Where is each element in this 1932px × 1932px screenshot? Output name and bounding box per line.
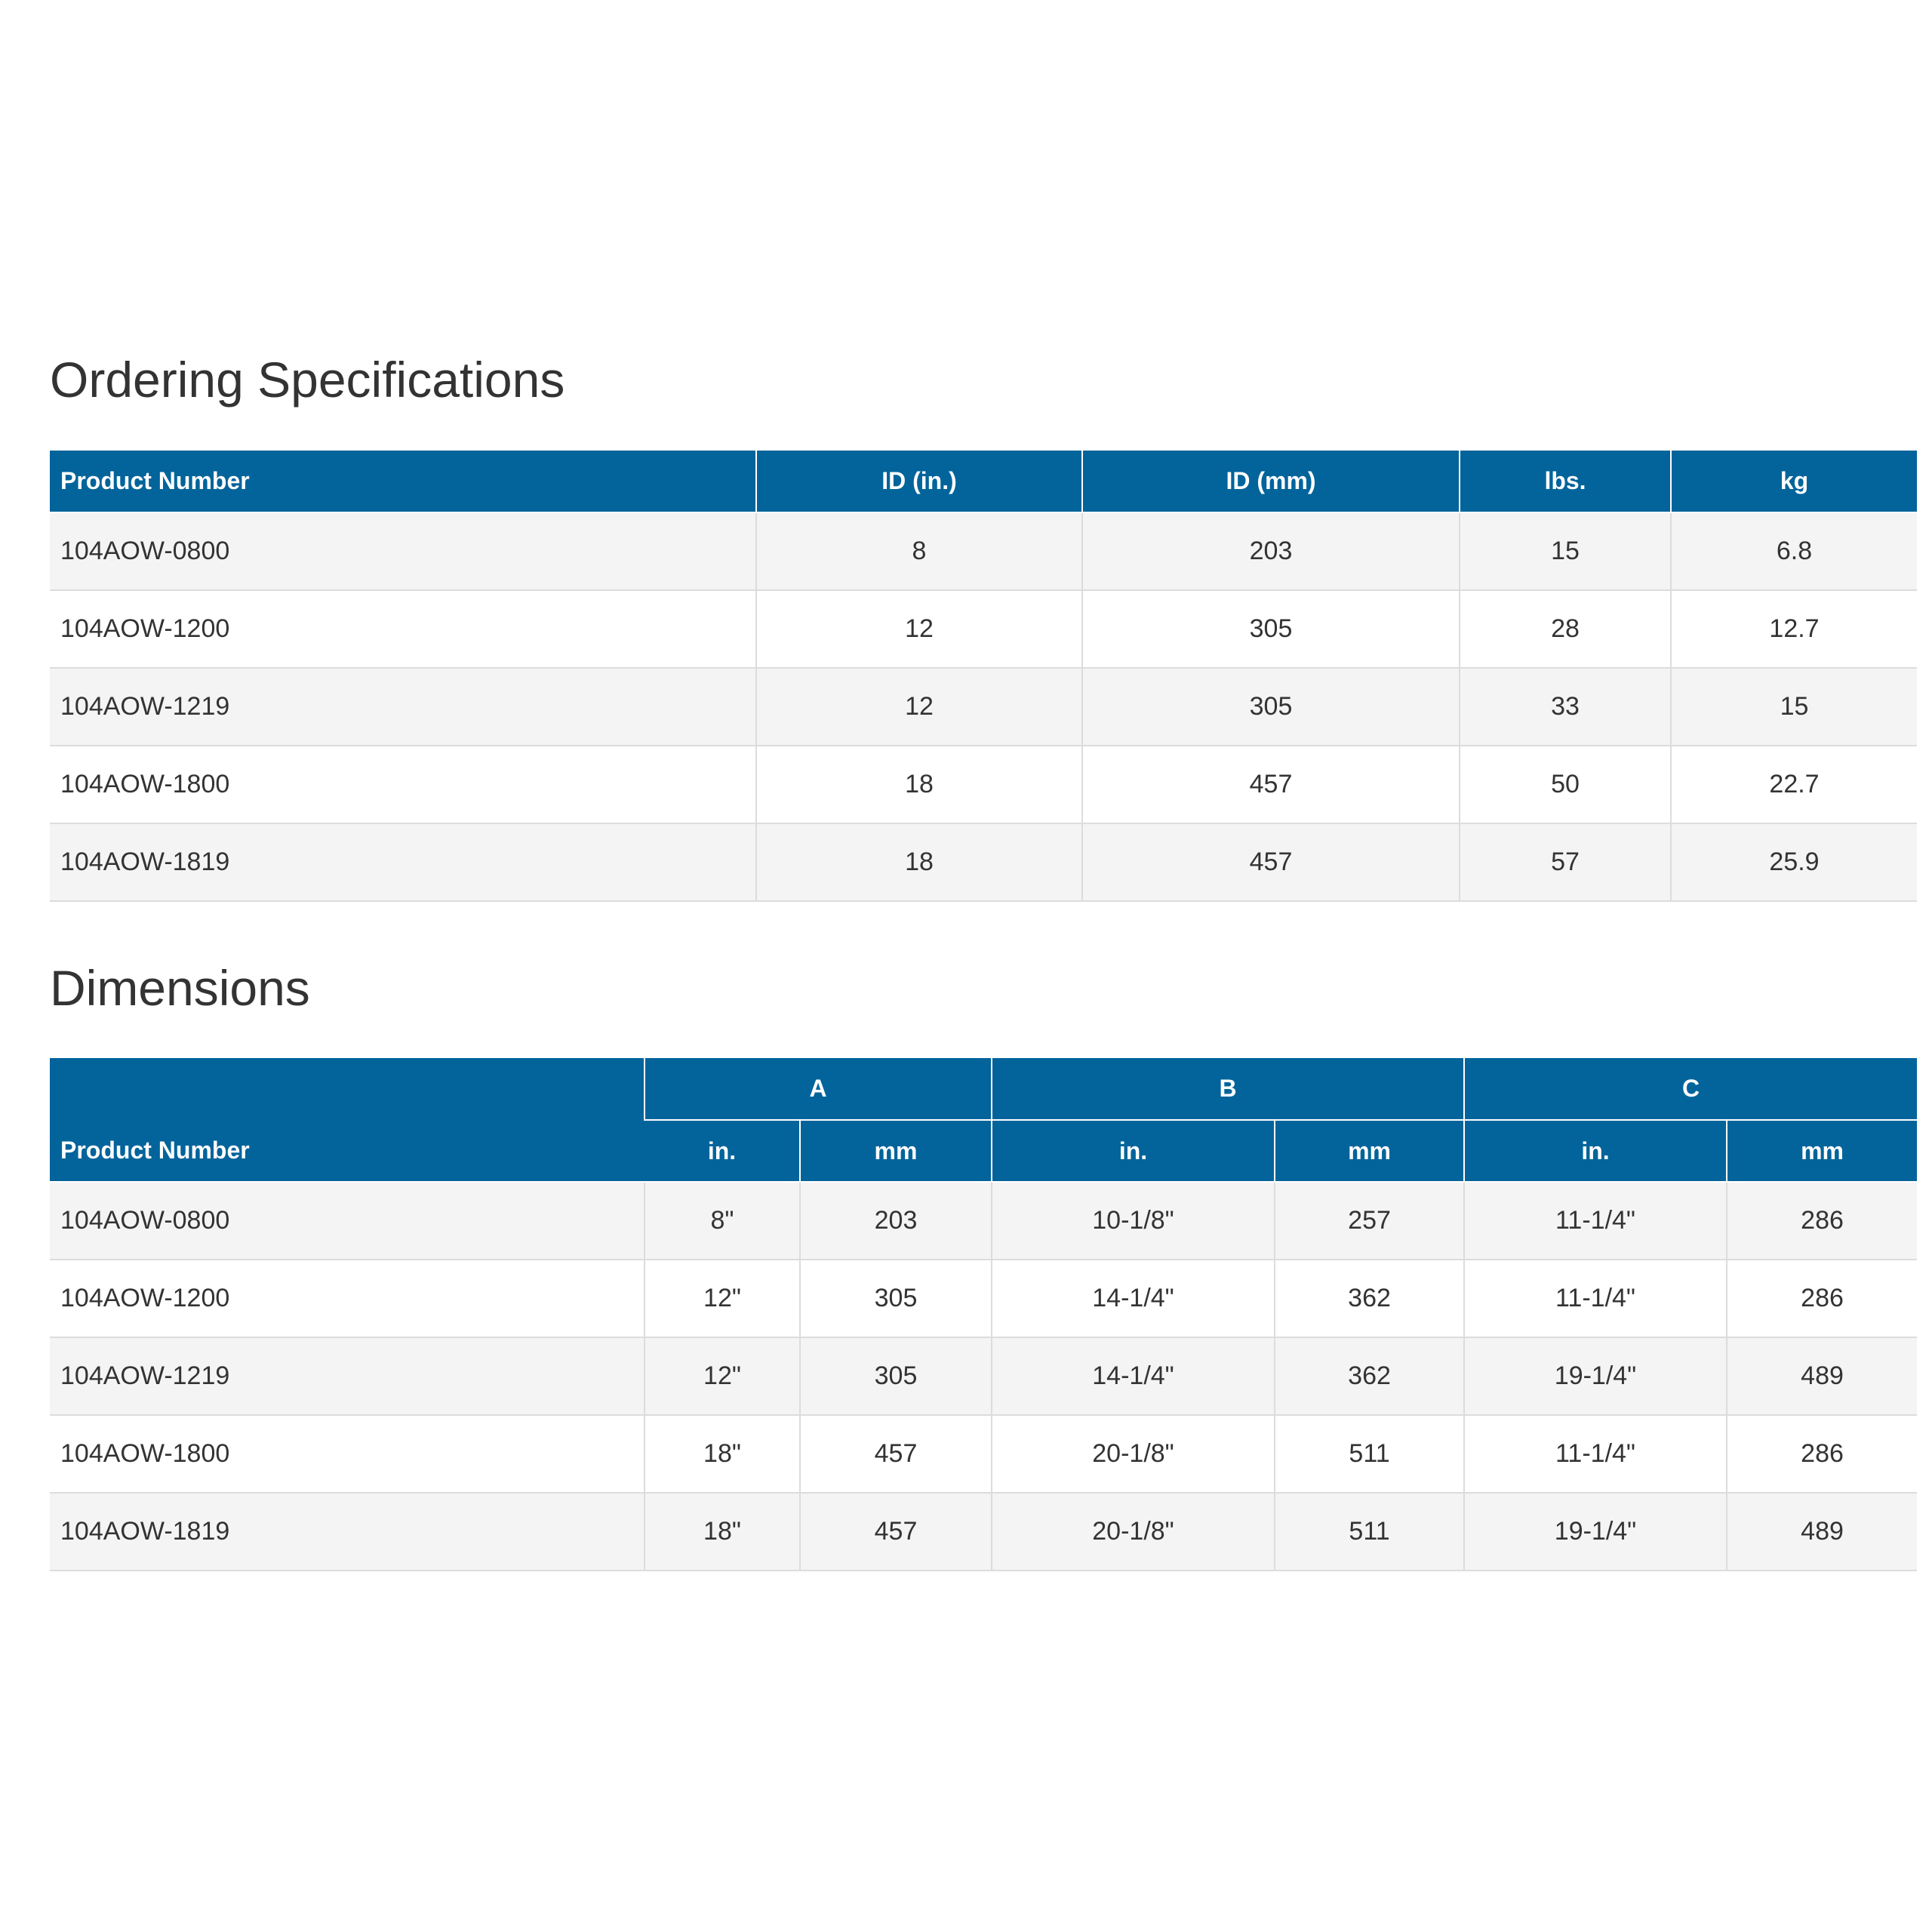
id-in-cell: 12 [756, 590, 1082, 668]
a-in-cell: 12" [645, 1260, 800, 1337]
c-in-cell: 19-1/4" [1464, 1493, 1727, 1571]
a-mm-cell: 457 [800, 1493, 992, 1571]
c-mm-cell: 286 [1727, 1182, 1917, 1260]
kg-cell: 6.8 [1671, 512, 1917, 590]
kg-cell: 22.7 [1671, 746, 1917, 823]
id-in-cell: 8 [756, 512, 1082, 590]
dimensions-table [50, 1058, 1917, 1571]
lbs-cell: 15 [1460, 512, 1671, 590]
a-in-cell: 8" [645, 1182, 800, 1260]
lbs-cell: 57 [1460, 823, 1671, 901]
column-header-kg: kg [1671, 451, 1917, 512]
c-in-cell: 11-1/4" [1464, 1182, 1727, 1260]
table-row [50, 823, 1917, 901]
a-mm-cell: 203 [800, 1182, 992, 1260]
lbs-cell: 33 [1460, 668, 1671, 746]
product-number-cell: 104AOW-0800 [50, 512, 756, 590]
column-header-lbs: lbs. [1460, 451, 1671, 512]
table-row [50, 1493, 1917, 1571]
table-row [50, 668, 1917, 746]
b-mm-cell: 511 [1275, 1415, 1464, 1493]
id-mm-cell: 457 [1082, 823, 1460, 901]
ordering-specifications-title: Ordering Specifications [50, 352, 565, 408]
a-in-cell: 12" [645, 1337, 800, 1415]
c-mm-cell: 489 [1727, 1337, 1917, 1415]
c-in-cell: 11-1/4" [1464, 1260, 1727, 1337]
product-number-cell: 104AOW-1200 [50, 1260, 645, 1337]
table-row [50, 1337, 1917, 1415]
a-in-cell: 18" [645, 1493, 800, 1571]
column-header-c-mm: mm [1727, 1120, 1917, 1182]
column-header-id-mm: ID (mm) [1082, 451, 1460, 512]
b-mm-cell: 362 [1275, 1260, 1464, 1337]
id-mm-cell: 457 [1082, 746, 1460, 823]
table-row [50, 1415, 1917, 1493]
table-row [50, 512, 1917, 590]
c-in-cell: 11-1/4" [1464, 1415, 1727, 1493]
column-header-a-in: in. [645, 1120, 800, 1182]
a-mm-cell: 305 [800, 1260, 992, 1337]
b-in-cell: 20-1/8" [992, 1415, 1275, 1493]
group-header-b: B [992, 1058, 1464, 1120]
column-header-c-in: in. [1464, 1120, 1727, 1182]
column-header-product-number: Product Number [50, 1058, 645, 1182]
lbs-cell: 28 [1460, 590, 1671, 668]
a-in-cell: 18" [645, 1415, 800, 1493]
ordering-specifications-table [50, 451, 1917, 902]
c-mm-cell: 286 [1727, 1415, 1917, 1493]
id-mm-cell: 305 [1082, 668, 1460, 746]
product-number-cell: 104AOW-1800 [50, 746, 756, 823]
b-mm-cell: 511 [1275, 1493, 1464, 1571]
id-in-cell: 18 [756, 746, 1082, 823]
b-mm-cell: 362 [1275, 1337, 1464, 1415]
column-header-b-mm: mm [1275, 1120, 1464, 1182]
group-header-a: A [645, 1058, 992, 1120]
a-mm-cell: 305 [800, 1337, 992, 1415]
table-row [50, 1182, 1917, 1260]
table-row [50, 746, 1917, 823]
id-mm-cell: 203 [1082, 512, 1460, 590]
table-row [50, 590, 1917, 668]
product-number-cell: 104AOW-1819 [50, 823, 756, 901]
dimensions-title: Dimensions [50, 960, 310, 1016]
column-header-a-mm: mm [800, 1120, 992, 1182]
b-in-cell: 10-1/8" [992, 1182, 1275, 1260]
id-mm-cell: 305 [1082, 590, 1460, 668]
column-header-id-in: ID (in.) [756, 451, 1082, 512]
kg-cell: 25.9 [1671, 823, 1917, 901]
c-mm-cell: 286 [1727, 1260, 1917, 1337]
id-in-cell: 12 [756, 668, 1082, 746]
c-in-cell: 19-1/4" [1464, 1337, 1727, 1415]
table-group-header-row [50, 1058, 1917, 1120]
kg-cell: 12.7 [1671, 590, 1917, 668]
kg-cell: 15 [1671, 668, 1917, 746]
product-number-cell: 104AOW-1219 [50, 1337, 645, 1415]
product-number-cell: 104AOW-1819 [50, 1493, 645, 1571]
group-header-c: C [1464, 1058, 1917, 1120]
b-in-cell: 20-1/8" [992, 1493, 1275, 1571]
b-in-cell: 14-1/4" [992, 1260, 1275, 1337]
product-number-cell: 104AOW-1219 [50, 668, 756, 746]
product-number-cell: 104AOW-0800 [50, 1182, 645, 1260]
product-number-cell: 104AOW-1800 [50, 1415, 645, 1493]
table-header-row [50, 451, 1917, 512]
lbs-cell: 50 [1460, 746, 1671, 823]
id-in-cell: 18 [756, 823, 1082, 901]
table-row [50, 1260, 1917, 1337]
column-header-product-number: Product Number [50, 451, 756, 512]
column-header-b-in: in. [992, 1120, 1275, 1182]
a-mm-cell: 457 [800, 1415, 992, 1493]
b-in-cell: 14-1/4" [992, 1337, 1275, 1415]
b-mm-cell: 257 [1275, 1182, 1464, 1260]
product-number-cell: 104AOW-1200 [50, 590, 756, 668]
c-mm-cell: 489 [1727, 1493, 1917, 1571]
